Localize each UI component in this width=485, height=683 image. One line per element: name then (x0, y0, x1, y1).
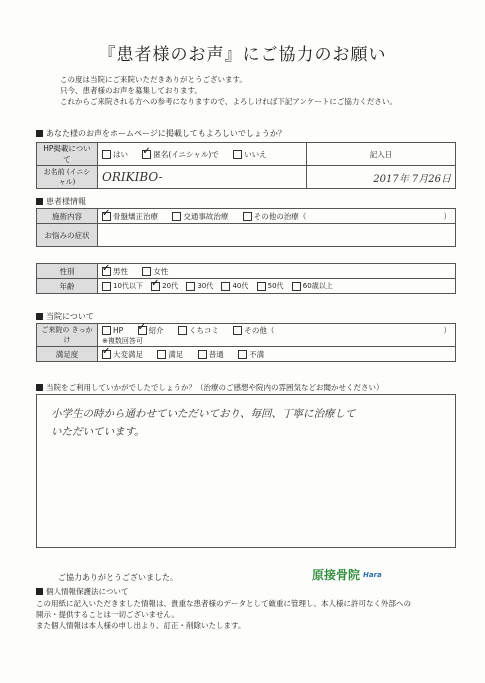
bullet-square-icon (36, 130, 43, 137)
section-privacy-heading: 個人情報保護法について (36, 586, 128, 597)
checkbox[interactable] (178, 326, 187, 335)
checkbox-checked[interactable] (102, 208, 111, 221)
checkbox[interactable] (172, 212, 181, 221)
checkbox[interactable] (198, 350, 207, 359)
checkbox[interactable] (243, 212, 252, 221)
thanks-text: ご協力ありがとうございました。 (58, 573, 178, 582)
checkbox-checked[interactable] (102, 346, 111, 359)
intro-line: この度は当院にご来院いただきありがとうございます。 (60, 75, 247, 84)
date-label: 記入日 (307, 143, 456, 166)
section-patient-heading: 患者様情報 (36, 196, 86, 207)
check-icon: ✓ (142, 146, 151, 157)
satisfaction-options: ✓ 大変満足 満足 普通 不満 (98, 347, 456, 362)
gender-options: ✓ 男性 女性 (98, 264, 456, 279)
checkbox[interactable] (257, 282, 266, 291)
check-icon: ✓ (102, 346, 111, 357)
bullet-square-icon (36, 198, 43, 205)
section-comment-heading: 当院をご利用していかがでしたでしょうか？（治療のご感想や院内の雰囲気などお聞かせください） (36, 382, 384, 393)
check-icon: ✓ (151, 277, 160, 289)
check-icon: ✓ (102, 208, 111, 219)
check-icon: ✓ (137, 322, 146, 333)
visit-options: HP ✓ 紹介 くちコミ その他（ ） ※複数回答可 (98, 324, 456, 347)
checkbox[interactable] (238, 350, 247, 359)
intro-line: これからご来院される方への参考になりますので、よろしければ下記アンケートにご協力ください。 (60, 97, 397, 106)
visit-note: ※複数回答可 (102, 336, 143, 345)
checkbox[interactable] (186, 282, 195, 291)
checkbox[interactable] (292, 282, 301, 291)
name-label: お名前 (イニシャル) (37, 166, 98, 189)
satisfaction-label: 満足度 (37, 347, 98, 362)
checkbox-checked[interactable] (151, 277, 160, 291)
treatment-label: 施術内容 (37, 209, 98, 224)
hp-label: HP掲載について (37, 143, 98, 166)
check-icon: ✓ (102, 263, 111, 274)
bullet-square-icon (36, 313, 43, 320)
hp-table (36, 142, 456, 189)
symptom-field[interactable] (98, 224, 456, 247)
checkbox-checked[interactable] (102, 263, 111, 276)
visit-label: ご来院の きっかけ (37, 324, 98, 347)
comment-line: いただいています。 (51, 426, 145, 438)
checkbox[interactable] (102, 326, 111, 335)
section-clinic-heading: 当院について (36, 311, 94, 322)
gender-label: 性別 (37, 264, 98, 279)
age-options: 10代以下 ✓ 20代 30代 40代 50代 60歳以上 (98, 279, 456, 294)
hp-options: はい ✓ 匿名(イニシャル)で いいえ (98, 143, 307, 166)
patient-table (36, 208, 456, 247)
clinic-logo: 原接骨院 Hara (312, 568, 382, 582)
bullet-square-icon (36, 384, 43, 391)
checkbox[interactable] (157, 350, 166, 359)
section-hp-heading: あなた様のお声をホームページに掲載してもよろしいでしょうか？ (36, 128, 286, 139)
privacy-line: 開示・提供することは一切ございません。 (36, 610, 179, 619)
profile-table (36, 263, 456, 294)
checkbox[interactable] (142, 267, 151, 276)
privacy-line: この用紙に記入いただきました情報は、貴重な患者様のデータとして厳重に管理し、本人様に許可なく外部への (36, 599, 411, 608)
privacy-text (36, 598, 456, 631)
privacy-line: また個人情報は本人様の申し出より、訂正・削除いたします。 (36, 621, 246, 630)
treatment-options: ✓ 骨盤矯正治療 交通事故治療 その他の治療（ ） (98, 209, 456, 224)
clinic-table (36, 323, 456, 362)
intro-text (60, 74, 397, 107)
checkbox[interactable] (233, 326, 242, 335)
date-field[interactable]: 2017年 7月26日 (307, 166, 456, 189)
checkbox-checked[interactable] (142, 146, 151, 159)
name-field[interactable]: ORIKIBO- (98, 166, 307, 189)
age-label: 年齢 (37, 279, 98, 294)
bullet-square-icon (36, 588, 43, 595)
checkbox[interactable] (102, 282, 111, 291)
comment-box[interactable] (36, 394, 456, 548)
comment-line: 小学生の時から通わせていただいており、毎回、丁寧に治療して (51, 408, 356, 420)
checkbox[interactable] (102, 150, 111, 159)
checkbox-checked[interactable] (137, 322, 147, 335)
checkbox[interactable] (233, 150, 242, 159)
intro-line: 只今、患者様のお声を募集しております。 (60, 86, 202, 95)
symptom-label: お悩みの症状 (37, 224, 98, 247)
page-title: 『患者様のお声』にご協力のお願い (98, 45, 387, 65)
checkbox[interactable] (221, 282, 230, 291)
